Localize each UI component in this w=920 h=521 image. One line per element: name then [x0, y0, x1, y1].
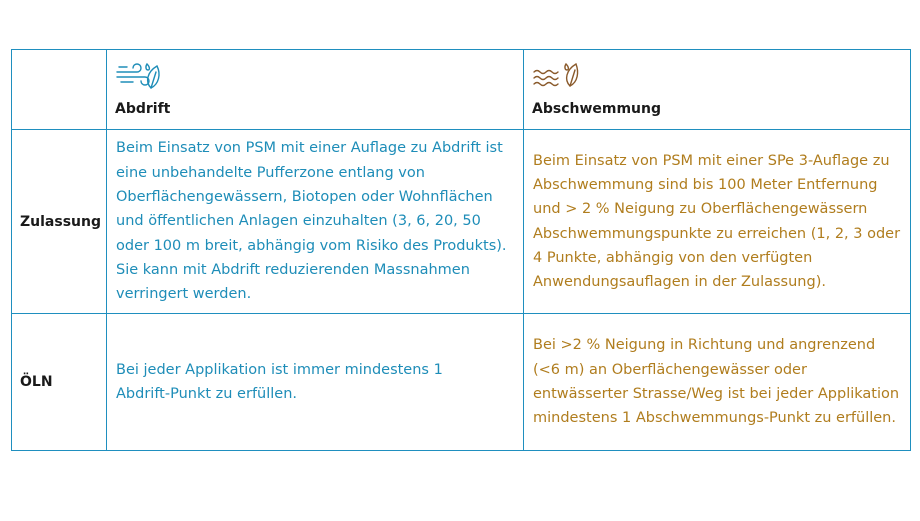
corner-cell	[12, 50, 107, 130]
table-row	[12, 314, 911, 451]
header-abschwemmung-title: Abschwemmung	[532, 101, 662, 117]
water-leaf-icon	[532, 60, 580, 92]
row-label-zulassung: Zulassung	[12, 130, 107, 314]
cell-zulassung-abdrift: Beim Einsatz von PSM mit einer Auflage zu Abdrift ist eine unbehandelte Pufferzone entlang von Oberflächengewässern, Biotopen oder Wohnflächen und öffentlichen Anlagen einzuhalten (3, 6, 20, 50 oder 100 m breit, abhängig vom Risiko des Produkts). Sie kann mit Abdrift reduzierenden Massnahmen verringert werden.	[107, 130, 524, 314]
cell-zulassung-abschwemmung: Beim Einsatz von PSM mit einer SPe 3-Auflage zu Abschwemmung sind bis 100 Meter Entfernung und > 2 % Neigung zu Oberflächengewässern Abschwemmungspunkte zu erreichen (1, 2, 3 oder 4 Punkte, abhängig von den verfügten Anwendungsauflagen in der Zulassung).	[524, 130, 911, 314]
header-abdrift	[107, 50, 524, 130]
header-row	[12, 50, 911, 130]
comparison-table	[11, 49, 911, 451]
cell-oeln-abschwemmung: Bei >2 % Neigung in Richtung und angrenzend (<6 m) an Oberflächengewässer oder entwässerter Strasse/Weg ist bei jeder Applikation mindestens 1 Abschwemmungs-Punkt zu erfüllen.	[524, 314, 911, 451]
header-abschwemmung	[524, 50, 911, 130]
cell-oeln-abdrift: Bei jeder Applikation ist immer mindestens 1 Abdrift-Punkt zu erfüllen.	[107, 314, 524, 451]
table-row	[12, 130, 911, 314]
header-abdrift-title: Abdrift	[115, 101, 171, 117]
row-label-oeln: ÖLN	[12, 314, 107, 451]
wind-leaf-icon	[115, 60, 163, 92]
